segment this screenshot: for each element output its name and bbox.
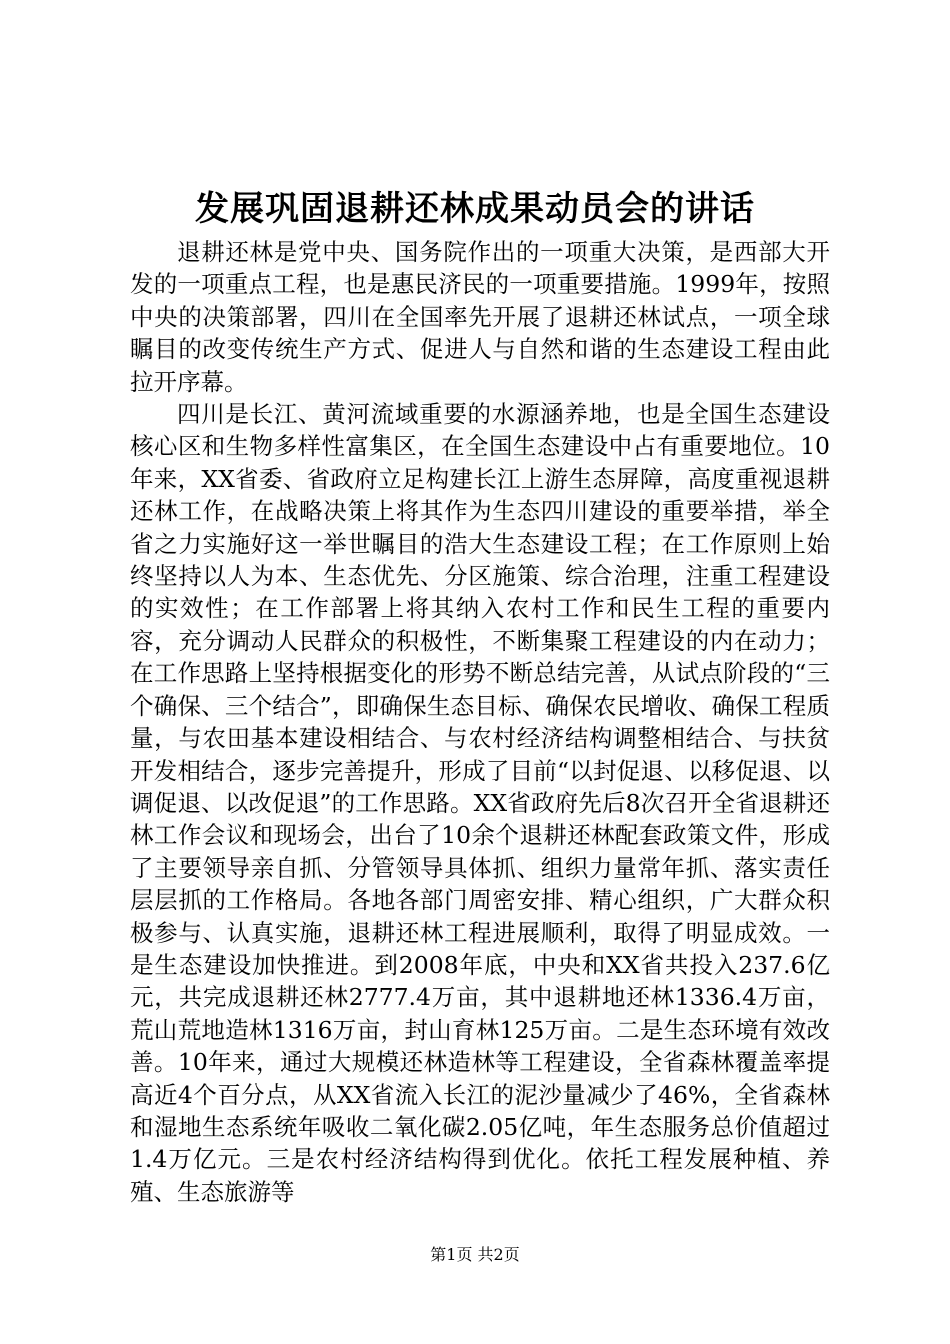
paragraph-sichuan: 四川是长江、黄河流域重要的水源涵养地，也是全国生态建设核心区和生物多样性富集区，在全国生态建设中占有重要地位。10年来，XX省委、省政府立足构建长江上游生态屏障，高度重视退耕还林工作，在战略决策上将其作为生态四川建设的重要举措，举全省之力实施好这一举世瞩目的浩大生态建设工程；在工作原则上始终坚持以人为本、生态优先、分区施策、综合治理，注重工程建设的实效性；在工作部署上将其纳入农村工作和民生工程的重要内容，充分调动人民群众的积极性，不断集聚工程建设的内在动力；在工作思路上坚持根据变化的形势不断总结完善，从试点阶段的“三个确保、三个结合”，即确保生态目标、确保农民增收、确保工程质量，与农田基本建设相结合、与农村经济结构调整相结合、与扶贫开发相结合，逐步完善提升，形成了目前“以封促退、以移促退、以调促退、以改促退”的工作思路。XX省政府先后8次召开全省退耕还林工作会议和现场会，出台了10余个退耕还林配套政策文件，形成了主要领导亲自抓、分管领导具体抓、组织力量常年抓、落实责任层层抓的工作格局。各地各部门周密安排、精心组织，广大群众积极参与、认真实施，退耕还林工程进展顺利，取得了明显成效。一是生态建设加快推进。到2008年底，中央和XX省共投入237.6亿元，共完成退耕还林2777.4万亩，其中退耕地还林1336.4万亩，荒山荒地造林1316万亩，封山育林125万亩。二是生态环境有效改善。10年来，通过大规模还林造林等工程建设，全省森林覆盖率提高近4个百分点，从XX省流入长江的泥沙量减少了46%，全省森林和湿地生态系统年吸收二氧化碳2.05亿吨，年生态服务总价值超过1.4万亿元。三是农村经济结构得到优化。依托工程发展种植、养殖、生态旅游等 bbox=[130, 400, 830, 1206]
paragraph-intro: 退耕还林是党中央、国务院作出的一项重大决策，是西部大开发的一项重点工程，也是惠民济民的一项重要措施。1999年，按照中央的决策部署，四川在全国率先开展了退耕还林试点，一项全球瞩目的改变传统生产方式、促进人与自然和谐的生态建设工程由此拉开序幕。 bbox=[130, 238, 830, 396]
page-footer: 第1页 共2页 bbox=[430, 1245, 520, 1264]
document-body bbox=[130, 236, 830, 1208]
document-title: 发展巩固退耕还林成果动员会的讲话 bbox=[195, 189, 755, 229]
